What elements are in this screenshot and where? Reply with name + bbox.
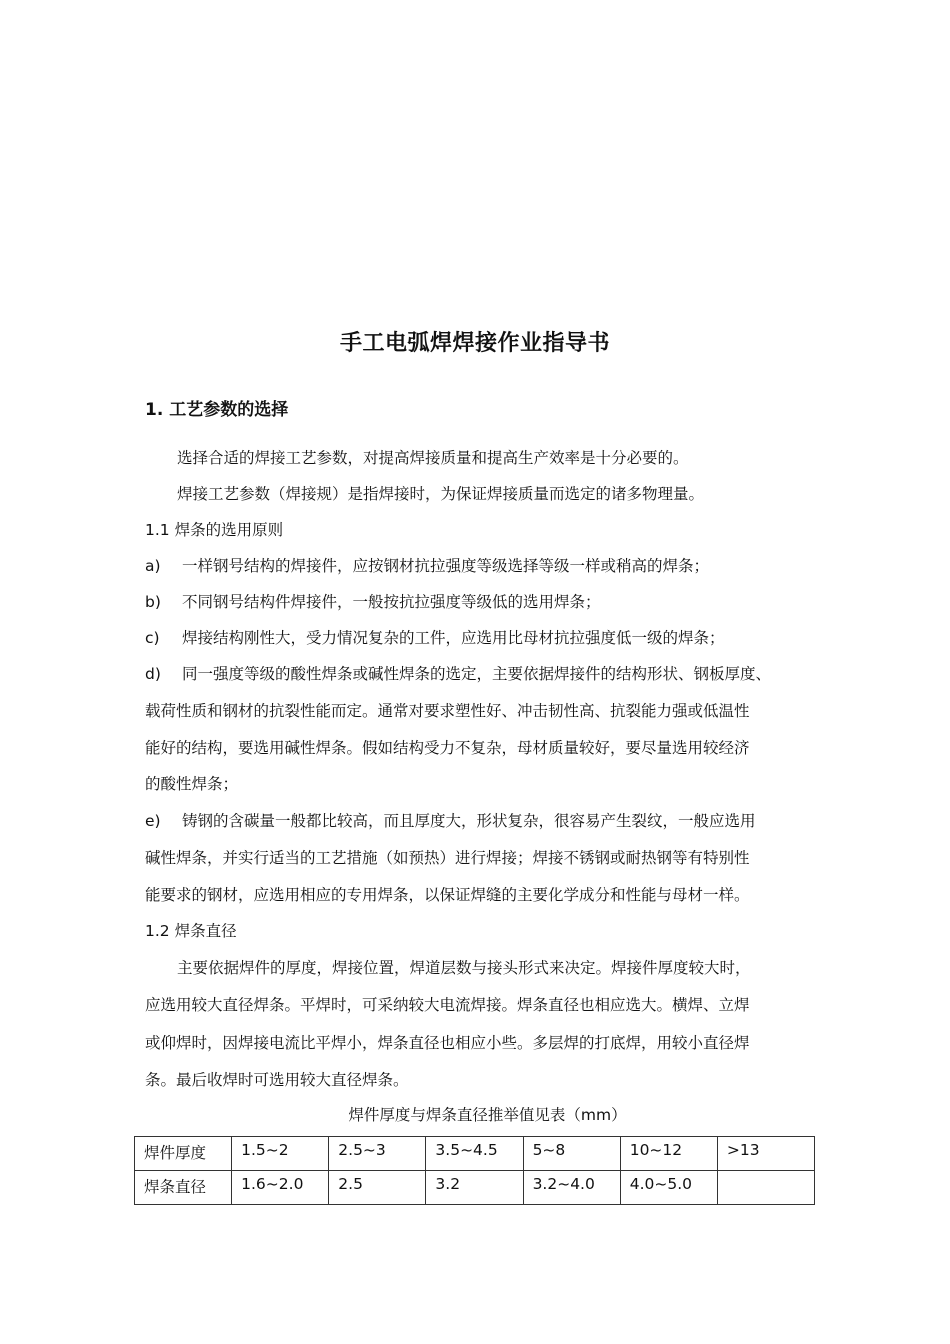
table-cell: 2.5 xyxy=(329,1171,426,1205)
subsection-1-2-line-1: 主要依据焊件的厚度，焊接位置，焊道层数与接头形式来决定。焊接件厚度较大时， xyxy=(177,959,751,977)
table-cell: 2.5~3 xyxy=(329,1137,426,1171)
list-marker: b) xyxy=(145,593,161,611)
list-item-a xyxy=(145,554,709,576)
subsection-1-2-heading: 1.2 焊条直径 xyxy=(145,922,237,940)
list-item-d xyxy=(145,662,771,684)
list-item-text: 同一强度等级的酸性焊条或碱性焊条的选定，主要依据焊接件的结构形状、钢板厚度、 xyxy=(182,665,772,683)
list-item-text: 不同钢号结构件焊接件，一般按抗拉强度等级低的选用焊条； xyxy=(182,593,601,611)
table-row xyxy=(135,1137,815,1171)
section-1-paragraph-2: 焊接工艺参数（焊接规）是指焊接时，为保证焊接质量而选定的诸多物理量。 xyxy=(177,485,705,503)
subsection-1-1-heading: 1.1 焊条的选用原则 xyxy=(145,521,284,539)
electrode-diameter-table xyxy=(134,1136,815,1205)
list-item-b xyxy=(145,590,601,612)
table-cell xyxy=(717,1171,814,1205)
section-1-heading: 1. 工艺参数的选择 xyxy=(145,400,289,420)
list-item-e-line-3: 能要求的钢材，应选用相应的专用焊条，以保证焊缝的主要化学成分和性能与母材一样。 xyxy=(145,886,750,904)
list-item-d-line-4: 的酸性焊条； xyxy=(145,775,239,793)
table-cell: 1.5~2 xyxy=(232,1137,329,1171)
table-cell: 焊条直径 xyxy=(135,1171,232,1205)
table-cell: 10~12 xyxy=(620,1137,717,1171)
table-cell: 焊件厚度 xyxy=(135,1137,232,1171)
list-item-text: 一样钢号结构的焊接件，应按钢材抗拉强度等级选择等级一样或稍高的焊条； xyxy=(182,557,710,575)
list-item-d-line-3: 能好的结构，要选用碱性焊条。假如结构受力不复杂，母材质量较好，要尽量选用较经济 xyxy=(145,739,750,757)
list-marker: e) xyxy=(145,812,161,830)
subsection-1-2-line-2: 应选用较大直径焊条。平焊时，可采纳较大电流焊接。焊条直径也相应选大。横焊、立焊 xyxy=(145,996,750,1014)
table-cell: 1.6~2.0 xyxy=(232,1171,329,1205)
list-item-e xyxy=(145,809,756,831)
table-caption: 焊件厚度与焊条直径推举值见表（mm） xyxy=(348,1106,627,1124)
subsection-1-2-line-4: 条。最后收焊时可选用较大直径焊条。 xyxy=(145,1071,409,1089)
list-marker: d) xyxy=(145,665,161,683)
table-row xyxy=(135,1171,815,1205)
list-item-e-line-2: 碱性焊条，并实行适当的工艺措施（如预热）进行焊接；焊接不锈钢或耐热钢等有特别性 xyxy=(145,849,750,867)
list-item-text: 铸钢的含碳量一般都比较高，而且厚度大，形状复杂，很容易产生裂纹，一般应选用 xyxy=(182,812,756,830)
table-cell: >13 xyxy=(717,1137,814,1171)
table-cell: 3.2~4.0 xyxy=(523,1171,620,1205)
subsection-1-2-line-3: 或仰焊时，因焊接电流比平焊小，焊条直径也相应小些。多层焊的打底焊，用较小直径焊 xyxy=(145,1034,750,1052)
section-1-paragraph-1: 选择合适的焊接工艺参数，对提高焊接质量和提高生产效率是十分必要的。 xyxy=(177,449,689,467)
list-marker: c) xyxy=(145,629,160,647)
document-title: 手工电弧焊焊接作业指导书 xyxy=(339,331,610,356)
table-cell: 4.0~5.0 xyxy=(620,1171,717,1205)
list-item-text: 焊接结构刚性大，受力情况复杂的工件，应选用比母材抗拉强度低一级的焊条； xyxy=(182,629,725,647)
list-item-d-line-2: 载荷性质和钢材的抗裂性能而定。通常对要求塑性好、冲击韧性高、抗裂能力强或低温性 xyxy=(145,702,750,720)
list-marker: a) xyxy=(145,557,161,575)
table-cell: 3.5~4.5 xyxy=(426,1137,523,1171)
list-item-c xyxy=(145,626,725,648)
table-cell: 5~8 xyxy=(523,1137,620,1171)
table-cell: 3.2 xyxy=(426,1171,523,1205)
